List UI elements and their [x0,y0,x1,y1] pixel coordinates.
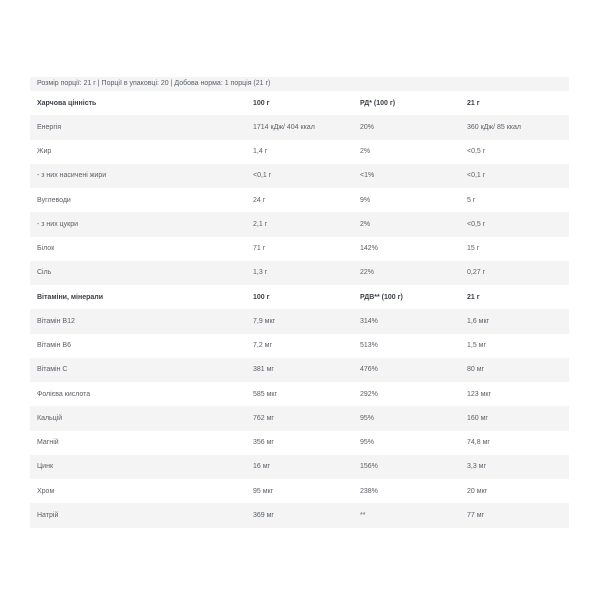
nutrient-name: Вітамін C [30,358,246,382]
nutrient-name: Натрій [30,503,246,527]
nutrient-name: Хром [30,479,246,503]
per-100g-value: 1,4 г [246,140,353,164]
daily-value-percent: ** [353,503,460,527]
daily-value-percent: 9% [353,188,460,212]
daily-value-percent: 95% [353,406,460,430]
header-cell: 21 г [460,285,569,309]
header-cell: Харчова цінність [30,91,246,115]
per-serving-value: 77 мг [460,503,569,527]
header-cell: 21 г [460,91,569,115]
per-100g-value: 1,3 г [246,261,353,285]
per-100g-value: 24 г [246,188,353,212]
nutrient-name: Фолієва кислота [30,382,246,406]
per-serving-value: 123 мкг [460,382,569,406]
table-row [30,455,569,479]
header-cell: 100 г [246,285,353,309]
table-row [30,140,569,164]
nutrient-name: Жир [30,140,246,164]
nutrient-name: Енергія [30,115,246,139]
per-100g-value: <0,1 г [246,164,353,188]
nutrient-name: Вітамін B6 [30,334,246,358]
per-100g-value: 71 г [246,237,353,261]
table-row [30,431,569,455]
table-row [30,261,569,285]
per-serving-value: 74,8 мг [460,431,569,455]
table-row [30,309,569,333]
per-serving-value: 5 г [460,188,569,212]
nutrition-facts-panel [30,77,569,528]
table-row [30,358,569,382]
per-100g-value: 2,1 г [246,212,353,236]
per-serving-value: 80 мг [460,358,569,382]
daily-value-percent: 476% [353,358,460,382]
table-row [30,115,569,139]
table-row [30,479,569,503]
nutrition-table [30,91,569,528]
per-serving-value: <0,5 г [460,140,569,164]
per-100g-value: 7,2 мг [246,334,353,358]
daily-value-percent: <1% [353,164,460,188]
per-serving-value: 360 кДж/ 85 ккал [460,115,569,139]
table-row [30,382,569,406]
per-serving-value: <0,5 г [460,212,569,236]
per-serving-value: <0,1 г [460,164,569,188]
header-cell: Вітаміни, мінерали [30,285,246,309]
table-section-header [30,91,569,115]
per-100g-value: 381 мг [246,358,353,382]
nutrient-name: Кальцій [30,406,246,430]
daily-value-percent: 95% [353,431,460,455]
per-serving-value: 20 мкг [460,479,569,503]
nutrient-name: - з них насичені жири [30,164,246,188]
table-row [30,334,569,358]
per-serving-value: 1,6 мкг [460,309,569,333]
header-cell: РДВ** (100 г) [353,285,460,309]
daily-value-percent: 142% [353,237,460,261]
serving-info: Розмір порції: 21 г | Порції в упаковці: 20 | Добова норма: 1 порція (21 г) [30,77,569,91]
per-serving-value: 0,27 г [460,261,569,285]
per-100g-value: 7,9 мкг [246,309,353,333]
per-100g-value: 95 мкг [246,479,353,503]
daily-value-percent: 22% [353,261,460,285]
per-100g-value: 762 мг [246,406,353,430]
daily-value-percent: 2% [353,212,460,236]
per-serving-value: 160 мг [460,406,569,430]
table-row [30,188,569,212]
per-serving-value: 15 г [460,237,569,261]
nutrient-name: Вітамін B12 [30,309,246,333]
per-100g-value: 585 мкг [246,382,353,406]
nutrient-name: - з них цукри [30,212,246,236]
per-serving-value: 1,5 мг [460,334,569,358]
daily-value-percent: 513% [353,334,460,358]
table-row [30,164,569,188]
daily-value-percent: 314% [353,309,460,333]
table-row [30,212,569,236]
per-100g-value: 369 мг [246,503,353,527]
daily-value-percent: 292% [353,382,460,406]
per-100g-value: 356 мг [246,431,353,455]
nutrient-name: Вуглеводи [30,188,246,212]
per-serving-value: 3,3 мг [460,455,569,479]
per-100g-value: 16 мг [246,455,353,479]
per-100g-value: 1714 кДж/ 404 ккал [246,115,353,139]
nutrient-name: Цинк [30,455,246,479]
table-row [30,237,569,261]
nutrient-name: Сіль [30,261,246,285]
daily-value-percent: 156% [353,455,460,479]
nutrient-name: Білок [30,237,246,261]
header-cell: 100 г [246,91,353,115]
daily-value-percent: 2% [353,140,460,164]
nutrient-name: Магній [30,431,246,455]
header-cell: РД* (100 г) [353,91,460,115]
daily-value-percent: 20% [353,115,460,139]
table-row [30,503,569,527]
daily-value-percent: 238% [353,479,460,503]
table-row [30,406,569,430]
table-section-header [30,285,569,309]
